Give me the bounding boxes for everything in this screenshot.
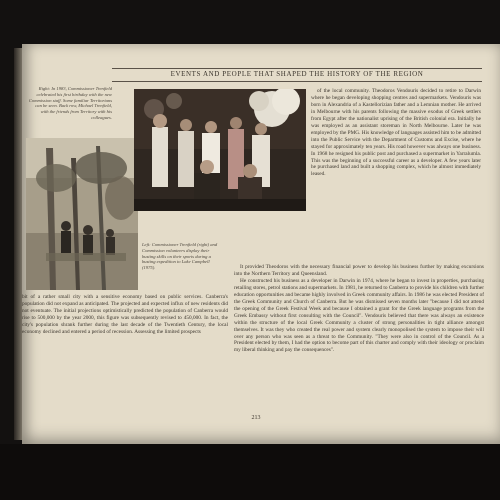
paragraph: of the local community. Theodoros Vendouris decided to retire to Darwin where he began developing shopping centres and supermarkets. Vendouris was born in Alexandria of a Kastellorizian father and a Lemnian mother. He arrived in Melbourne with his parents following the massive exodus of Greek settlers from Egypt after the nationalist uprising of the British colonial era. Initially he was employed as an assistant storeman in North Melbourne. Later he was employed by the PMG. His knowledge of languages assisted him to be admitted into the Public Service with the Department of Customs and Excise, where he stayed for approximately ten years. His road however was always one business. In 1968 he resigned his public post and purchased a supermarket in Yarralumla. This was the beginning of a successful career as a developer. A few years later he purchased land and built a shopping complex, which he almost immediately leased. [311,88,481,178]
photo-party-group [134,89,306,211]
text-column-right [311,88,481,264]
caption-bottom-left: Left: Commissioner Trenfield (right) and Commission volunteers display their busting skills on their sports during a busting expedition to Lake Campbell (1975). [142,242,218,271]
page-number: 213 [251,415,261,421]
paragraph: He constructed his business as a developer in Darwin in 1974, where he began to invest in properties, purchasing retailing stores, petrol stations and supermarkets. In 1981, he returned to Canberra to provide his children with further education opportunities and became highly involved in Greek community affairs. In 1986 he was elected President of the Greek Community and Church of Canberra. But he was dismissed seven months later "because I did not attend the opening of the Greek Festival Week and because I obtained a grant for the Greek language programs from the Greek Embassy without first consulting with the Council". Vendouris believed that there was always an existence within the structure of the local Greek Community a cluster of strong personalities in tight alliance amongst themselves. It was they who created the real power and system clearly monopolised the system to impose their will over any person who was seen as a threat to the Community. "They were also in control of the Council. As a President elected by them, I had the option to become part of this charter and comply with their ideology or proclaim my liberal thinking and pay the consequences". [234,277,484,354]
text-column-lower-left [22,294,228,394]
photo-outdoor-group [26,138,138,290]
caption-top-left: Right: In 1983, Commissioner Trenfield celebrated his first birthday with the new Commission staff. Some familiar Territorians can be seen. Back row, Michael Trenfield, with the friends from Territory with his colleagues. [28,86,112,120]
photo-outdoor-illustration [26,138,138,290]
paragraph: It provided Theodoros with the necessary financial power to develop his business further by making excursions into the Northern Territory and Queensland. [234,264,484,277]
paragraph: bit of a rather small city with a sensitive economy based on public services. Canberra's population did not expand as anticipated. The projected and expected influx of new residents did not eventuate. The initial projections optimistically predicted the population of Canberra would rise to 500,000 by the year 2000, this figure was subsequently revised to 450,000. In fact, the city's population shrank further during the last decade of the Twentieth Century, the local economy declined and entered a period of recession. Assessing the limited prospects [22,294,228,335]
dark-surface [0,444,500,500]
running-head: EVENTS AND PEOPLE THAT SHAPED THE HISTORY OF THE REGION [170,70,424,78]
text-column-lower-right [234,264,484,386]
header-rule-bottom [112,81,482,82]
book-page [22,44,500,444]
header-rule-top [112,68,482,69]
photo-party-illustration [134,89,306,211]
